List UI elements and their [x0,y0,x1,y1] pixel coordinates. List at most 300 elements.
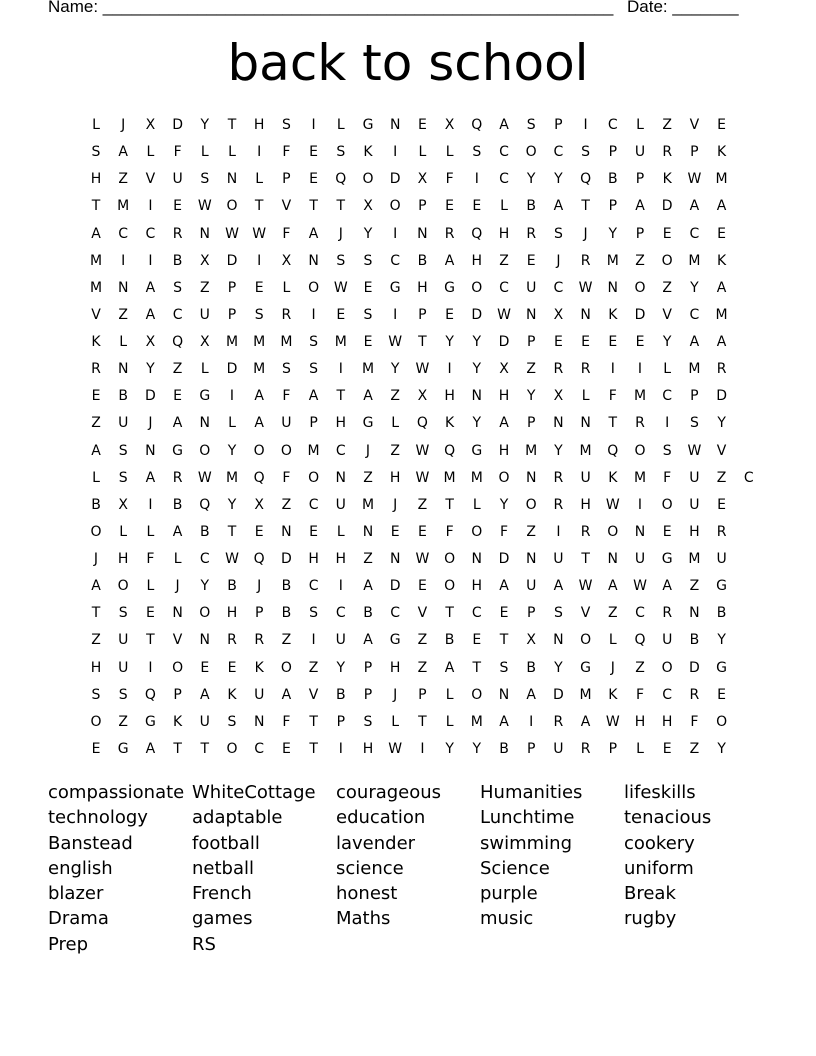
grid-letter: Z [390,442,400,459]
grid-letter: S [281,361,291,378]
grid-letter: R [553,361,564,378]
grid-letter: O [498,469,510,486]
grid-letter: P [336,713,346,730]
grid-letter: Z [608,605,618,622]
grid-letter: S [309,361,319,378]
grid-letter: I [257,144,262,161]
grid-letter: Q [471,117,483,133]
grid-letter: Z [417,659,428,676]
grid-letter: M [361,361,375,378]
grid-letter: I [393,306,398,323]
grid-letter: T [91,198,101,215]
grid-letter: P [363,686,373,703]
grid-letter: S [309,605,319,622]
grid-letter: Z [200,279,210,296]
grid-letter: Y [690,279,699,296]
date-field-line: Date: _______ [627,0,739,16]
grid-letter: L [92,469,100,486]
grid-letter: A [689,198,700,215]
grid-letter: E [91,740,101,757]
grid-letter: S [689,415,699,432]
grid-letter: I [637,361,643,378]
grid-letter: A [363,578,373,595]
grid-letter: E [472,198,482,215]
grid-letter: S [118,469,128,486]
grid-letter: R [580,361,591,378]
grid-letter: C [199,551,210,568]
word-bank-item: rugby [624,908,677,930]
grid-letter: Z [308,659,319,676]
word-bank-item: compassionate [48,782,185,803]
grid-letter: A [689,334,700,351]
grid-letter: E [717,117,727,133]
grid-letter: P [635,225,645,242]
grid-letter: B [281,578,292,595]
grid-letter: I [474,171,479,188]
grid-letter: M [688,361,701,378]
grid-letter: F [282,144,291,161]
grid-letter: F [663,469,672,486]
grid-letter: E [254,523,264,540]
grid-letter: T [581,551,590,568]
word-bank-item: Humanities [480,782,583,803]
grid-letter: Z [526,523,536,540]
grid-letter: P [526,334,536,351]
grid-letter: H [498,225,510,242]
grid-letter: B [91,496,101,513]
grid-letter: H [498,388,510,405]
grid-letter: I [311,306,316,323]
grid-letter: B [227,578,237,595]
grid-letter: A [363,388,373,405]
grid-letter: S [553,225,563,242]
grid-letter: Z [417,496,428,513]
grid-letter: P [363,659,373,676]
grid-letter: I [229,388,235,405]
grid-letter: D [226,361,238,378]
grid-letter: X [553,306,564,323]
grid-letter: A [499,117,509,133]
grid-letter: T [499,632,509,649]
grid-letter: A [499,578,509,595]
grid-letter: M [688,551,701,568]
grid-letter: U [526,578,537,595]
grid-letter: O [90,713,102,730]
grid-letter: Y [445,740,454,757]
grid-letter: A [444,659,455,676]
grid-letter: S [118,686,128,703]
grid-letter: Y [200,117,210,133]
grid-letter: J [338,225,343,242]
grid-letter: G [144,713,156,730]
grid-letter: F [282,713,291,730]
grid-letter: L [663,361,672,378]
grid-letter: I [311,117,316,133]
word-column [48,780,184,957]
grid-letter: Z [499,252,509,269]
grid-letter: P [690,388,699,405]
grid-letter: E [254,279,264,296]
grid-letter: Y [717,740,726,757]
grid-letter: U [281,415,292,432]
word-bank-item: swimming [480,832,573,854]
grid-letter: O [280,659,292,676]
grid-letter: E [390,523,400,540]
grid-letter: U [335,632,346,649]
grid-letter: S [309,334,319,351]
grid-letter: B [199,523,210,540]
grid-letter: Q [607,442,619,459]
grid-letter: E [445,306,455,323]
grid-letter: O [634,279,646,296]
grid-letter: O [199,605,211,622]
grid-letter: W [687,442,702,459]
grid-letter: O [199,442,211,459]
word-bank-item: education [336,807,426,829]
grid-letter: I [338,740,343,757]
grid-letter: J [610,659,615,676]
grid-letter: P [526,605,536,622]
grid-letter: F [146,551,155,568]
grid-letter: N [634,523,646,540]
word-bank-item: Prep [48,933,89,955]
word-bank-item: WhiteCottage [192,782,316,803]
grid-letter: M [525,442,538,459]
grid-letter: H [417,279,428,296]
grid-letter: Y [608,225,618,242]
grid-letter: T [445,605,454,622]
word-column [192,780,316,957]
grid-letter: I [420,740,425,757]
grid-letter: A [118,144,128,161]
grid-letter: I [148,252,153,269]
grid-letter: R [526,225,537,242]
grid-letter: M [606,252,619,269]
grid-letter: Q [580,171,592,188]
grid-letter: V [91,306,101,323]
grid-letter: E [363,334,373,351]
grid-letter: H [471,252,483,269]
grid-letter: X [444,117,455,133]
grid-letter: H [634,713,646,730]
grid-letter: I [148,659,153,676]
grid-letter: P [282,171,291,188]
grid-letter: E [91,388,101,405]
grid-letter: S [336,252,346,269]
word-bank-item: Break [624,883,676,905]
grid-letter: E [662,523,672,540]
grid-letter: Z [635,659,645,676]
grid-letter: W [578,578,593,595]
grid-letter: H [444,388,455,405]
grid-letter: M [89,279,103,296]
grid-letter: W [497,306,511,323]
grid-letter: I [148,496,153,513]
word-bank-item: purple [480,883,538,905]
grid-letter: A [145,279,156,296]
grid-letter: O [661,252,673,269]
grid-letter: D [471,306,483,323]
grid-letter: N [607,551,619,568]
grid-letter: I [148,198,153,215]
grid-letter: X [200,252,210,269]
grid-letter: L [119,334,128,351]
grid-letter: Z [118,306,128,323]
grid-letter: N [199,632,211,649]
grid-letter: E [173,198,183,215]
grid-letter: R [254,632,265,649]
grid-letter: G [362,415,374,432]
grid-letter: T [91,605,101,622]
grid-letter: E [581,334,591,351]
grid-letter: W [333,279,348,296]
grid-letter: Z [363,469,373,486]
grid-letter: I [257,252,262,269]
grid-letter: N [199,415,211,432]
grid-letter: R [281,306,292,323]
grid-letter: I [393,225,398,242]
grid-letter: Z [662,117,672,133]
grid-letter: N [362,523,374,540]
grid-letter: A [444,252,455,269]
grid-letter: F [690,713,699,730]
grid-letter: E [417,523,427,540]
grid-letter: C [635,605,645,622]
grid-letter: M [470,469,483,486]
grid-letter: V [281,198,292,215]
grid-letter: L [92,117,100,133]
grid-letter: Y [717,632,726,649]
grid-letter: D [661,198,673,215]
grid-letter: G [716,578,728,595]
grid-letter: W [605,713,620,730]
grid-letter: O [226,198,238,215]
grid-letter: R [553,713,564,730]
grid-letter: O [444,578,456,595]
grid-letter: P [526,415,536,432]
grid-letter: C [118,225,129,242]
grid-letter: R [580,523,591,540]
grid-letter: O [253,442,265,459]
grid-letter: Z [390,388,400,405]
grid-letter: Z [417,632,428,649]
grid-letter: T [336,388,346,405]
grid-letter: L [336,117,345,133]
grid-letter: R [689,686,700,703]
grid-letter: A [200,686,210,703]
grid-letter: L [200,361,209,378]
grid-letter: E [662,225,672,242]
grid-letter: X [281,252,292,269]
grid-letter: A [499,713,509,730]
grid-letter: R [716,523,727,540]
grid-letter: M [334,334,347,351]
grid-letter: Z [716,469,727,486]
grid-letter: A [526,686,536,703]
grid-letter: R [553,469,564,486]
grid-letter: Y [662,334,672,351]
grid-letter: R [580,740,591,757]
grid-letter: M [633,388,647,405]
grid-letter: B [335,686,346,703]
grid-letter: P [254,605,264,622]
grid-letter: R [444,225,455,242]
grid-letter: L [636,117,644,133]
grid-letter: L [146,144,155,161]
grid-letter: E [145,605,155,622]
grid-letter: K [662,171,672,188]
grid-letter: L [636,740,644,757]
grid-letter: Z [689,578,700,595]
grid-letter: N [689,605,700,622]
grid-letter: F [173,144,182,161]
grid-letter: D [145,388,156,405]
grid-letter: P [418,198,427,215]
grid-letter: K [445,415,455,432]
grid-letter: E [363,279,373,296]
grid-letter: N [226,171,238,188]
word-bank-item: honest [336,883,398,905]
grid-letter: N [253,713,265,730]
grid-letter: L [500,198,508,215]
grid-letter: L [391,415,400,432]
grid-letter: T [472,659,482,676]
word-bank-item: technology [48,807,148,829]
grid-letter: N [145,442,156,459]
grid-letter: F [635,686,645,703]
grid-letter: I [529,713,534,730]
grid-letter: A [145,306,156,323]
grid-letter: R [635,415,645,432]
grid-letter: L [445,686,454,703]
grid-letter: E [717,225,727,242]
grid-letter: F [445,523,454,540]
grid-letter: D [389,171,401,188]
grid-letter: Y [472,415,482,432]
grid-letter: E [173,388,183,405]
grid-letter: A [91,225,101,242]
grid-letter: C [145,225,156,242]
grid-letter: O [716,713,728,730]
grid-letter: F [499,523,509,540]
grid-letter: R [172,225,183,242]
grid-letter: T [581,198,590,215]
grid-letter: P [635,171,645,188]
grid-letter: W [578,279,593,296]
grid-letter: I [393,144,398,161]
grid-letter: M [633,469,647,486]
grid-letter: A [716,279,727,296]
grid-letter: X [118,496,128,513]
grid-letter: C [390,605,401,622]
grid-letter: L [173,551,182,568]
grid-letter: V [689,117,700,133]
grid-letter: L [336,523,345,540]
grid-letter: O [172,659,184,676]
grid-letter: R [662,605,673,622]
grid-letter: O [661,496,673,513]
grid-letter: Y [146,361,155,378]
grid-letter: X [417,171,428,188]
grid-letter: Y [499,496,509,513]
grid-letter: H [253,117,265,133]
grid-letter: M [715,306,728,323]
grid-letter: U [526,279,537,296]
grid-letter: M [579,442,592,459]
grid-letter: F [282,469,291,486]
grid-letter: X [553,388,564,405]
grid-letter: T [309,198,318,215]
grid-letter: L [608,632,617,649]
grid-letter: M [470,713,483,730]
grid-letter: J [393,686,398,703]
grid-letter: B [499,740,509,757]
grid-letter: A [363,632,373,649]
grid-letter: E [417,117,427,133]
grid-letter: N [335,469,347,486]
grid-letter: C [607,117,618,133]
grid-letter: P [608,144,618,161]
grid-letter: J [365,442,371,459]
grid-letter: W [415,469,430,486]
grid-letter: S [91,144,101,161]
grid-letter: U [118,415,129,432]
grid-letter: C [308,578,319,595]
grid-letter: A [608,578,618,595]
grid-letter: M [579,686,592,703]
grid-letter: W [225,225,239,242]
grid-letter: I [338,578,343,595]
grid-letter: U [634,144,646,161]
grid-letter: Q [444,442,456,459]
grid-letter: X [417,388,428,405]
grid-letter: V [417,605,428,622]
grid-letter: M [361,496,375,513]
grid-letter: U [580,469,591,486]
grid-letter: N [580,306,591,323]
grid-letter: S [118,605,128,622]
word-bank-item: music [480,908,534,930]
grid-letter: C [689,306,700,323]
grid-letter: A [91,578,101,595]
grid-letter: D [226,252,238,269]
grid-letter: S [526,117,536,133]
grid-letter: L [445,144,454,161]
grid-letter: V [172,632,183,649]
grid-letter: Y [717,415,726,432]
grid-letter: P [608,740,618,757]
grid-letter: S [254,306,264,323]
grid-letter: W [415,551,430,568]
grid-letter: Z [91,415,101,432]
grid-letter: N [389,117,401,133]
grid-letter: N [525,551,537,568]
grid-letter: T [173,740,182,757]
grid-letter: K [363,144,373,161]
grid-letter: O [226,740,238,757]
grid-letter: S [363,252,373,269]
grid-letter: N [525,469,537,486]
word-bank-item: Maths [336,908,391,930]
grid-letter: J [257,578,262,595]
grid-letter: U [553,551,564,568]
grid-letter: U [634,551,646,568]
grid-letter: U [118,632,129,649]
grid-letter: Z [662,279,672,296]
grid-letter: M [280,334,293,351]
grid-letter: E [635,334,645,351]
page-title: back to school [227,34,589,92]
